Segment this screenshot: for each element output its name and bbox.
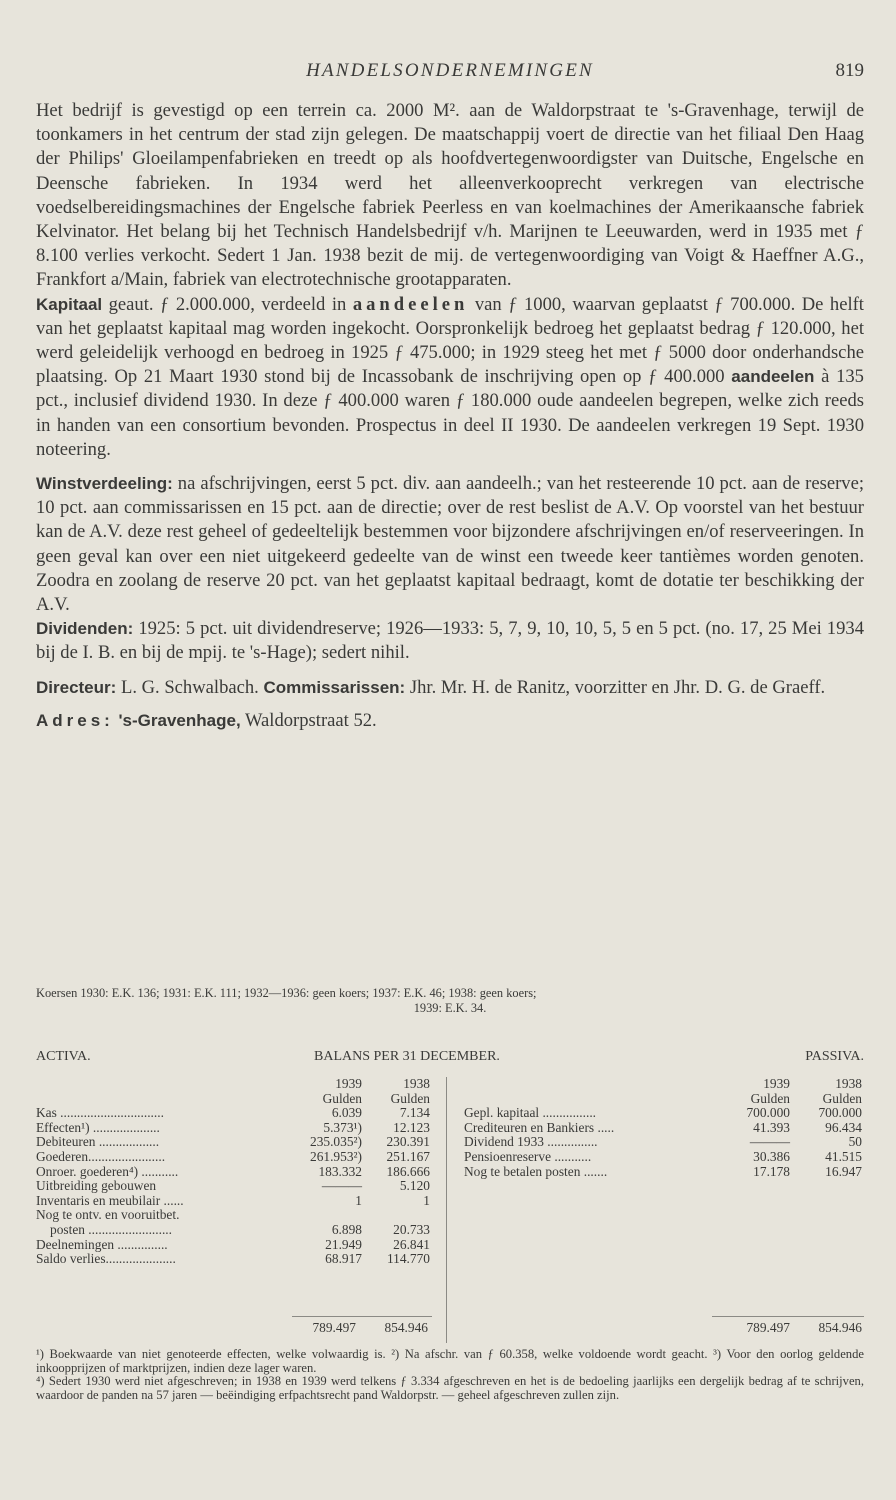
- passiva-item-label: Pensioenreserve ...........: [464, 1149, 592, 1164]
- management-paragraph: [36, 676, 864, 700]
- activa-row: [36, 1238, 430, 1253]
- activa-row: [36, 1194, 430, 1209]
- activa-row: [36, 1135, 430, 1150]
- koersen-line-2: 1939: E.K. 34.: [413, 1000, 487, 1015]
- activa-value-1939: 6.039: [331, 1105, 362, 1121]
- kapitaal-text-b: van ƒ 1000, waarvan geplaatst ƒ 700.000. De helft van het geplaatst kapitaal mag worden ingekocht. Oorspronkelijk bedroeg het geplaatst bedrag ƒ 120.000, het werd geleidelijk verhoogd en bedroeg in 1925 ƒ 475.000; in 1929 steeg het met ƒ 5000 door onderhandsche plaatsing. Op 21 Maart 1930 stond bij de Incassobank de inschrijving open op ƒ 400.000: [36, 293, 864, 388]
- passiva-table: [464, 1077, 864, 1179]
- passiva-total-1938: 854.946: [818, 1320, 862, 1335]
- activa-item-label: Inventaris en meubilair ......: [36, 1193, 184, 1208]
- activa-value-1939: 235.035²): [310, 1134, 362, 1150]
- passiva-row: [464, 1106, 864, 1121]
- activa-value-1938: 5.120: [399, 1178, 430, 1194]
- unit-1938: Gulden: [822, 1090, 862, 1106]
- activa-item-label: Saldo verlies.....................: [36, 1252, 176, 1267]
- unit-1938: Gulden: [390, 1090, 430, 1106]
- activa-total-rule: [292, 1316, 432, 1317]
- activa-table: [36, 1077, 430, 1267]
- kapitaal-label: Kapitaal: [36, 294, 103, 314]
- activa-row: [36, 1223, 430, 1238]
- year-1939: 1939: [763, 1076, 790, 1091]
- passiva-item-label: Crediteuren en Bankiers .....: [464, 1120, 615, 1135]
- passiva-unit-row: [464, 1092, 864, 1107]
- activa-value-1938: 186.666: [386, 1163, 430, 1179]
- unit-1939: Gulden: [322, 1090, 362, 1106]
- year-1939: 1939: [335, 1076, 362, 1091]
- activa-item-label: Goederen.......................: [36, 1149, 166, 1164]
- dividend-text: 1925: 5 pct. uit dividendreserve; 1926—1933: 5, 7, 9, 10, 10, 5, 5 en 5 pct. (no. 17, 25 Mei 1934 bij de I. B. en bij de mpij. te 's-Hage); sedert nihil.: [36, 618, 864, 664]
- koersen-line-1: Koersen 1930: E.K. 136; 1931: E.K. 111; 1932—1936: geen koers; 1937: E.K. 46; 1938: geen koers;: [36, 986, 537, 1000]
- activa-value-1938: 230.391: [386, 1134, 430, 1150]
- activa-label: ACTIVA.: [36, 1049, 91, 1064]
- year-1938: 1938: [835, 1076, 862, 1091]
- page-number: 819: [835, 60, 864, 81]
- winst-paragraph: [36, 472, 864, 617]
- unit-1939: Gulden: [750, 1090, 790, 1106]
- column-divider: [446, 1077, 447, 1343]
- activa-item-label: Uitbreiding gebouwen: [36, 1179, 157, 1194]
- passiva-value-1939: ———: [749, 1134, 790, 1150]
- footnote-4: ⁴) Sedert 1930 werd niet afgeschreven; in 1938 en 1939 werd telkens ƒ 3.334 afgeschreven en het is de bedoeling jaarlijks een dergelijk bedrag af te schrijven, waardoor de panden na 57 jaren — beëindiging erfpachtsrecht pand Waldorpstr. — geheel afgeschreven zullen zijn.: [36, 1374, 864, 1402]
- adres-label: Adres:: [36, 710, 114, 730]
- adres-street: Waldorpstraat 52.: [240, 709, 377, 731]
- activa-item-label: Effecten¹) ....................: [36, 1120, 160, 1135]
- activa-value-1938: 20.733: [393, 1221, 430, 1237]
- activa-value-1939: 68.917: [325, 1251, 362, 1267]
- activa-value-1938: 26.841: [393, 1236, 430, 1252]
- header-title: HANDELSONDERNEMINGEN: [306, 60, 594, 81]
- kapitaal-aandeelen-2: aandeelen: [731, 367, 815, 387]
- activa-value-1939: ———: [321, 1178, 362, 1194]
- activa-value-1939: 183.332: [318, 1163, 362, 1179]
- passiva-value-1938: 41.515: [825, 1148, 862, 1164]
- dividend-paragraph: [36, 617, 864, 665]
- activa-unit-row: [36, 1092, 430, 1107]
- balance-header: [36, 1049, 864, 1067]
- passiva-value-1938: 50: [848, 1134, 862, 1150]
- activa-item-label: posten .........................: [50, 1222, 172, 1237]
- footnote-1-3: ¹) Boekwaarde van niet genoteerde effecten, welke volwaardig is. ²) Na afschr. van ƒ 60.358, welke voldoende wordt geacht. ³) Voor den oorlog geldende inkoopprijzen of marktprijzen, indien deze lager waren.: [36, 1347, 864, 1375]
- intro-paragraph: Het bedrijf is gevestigd op een terrein ca. 2000 M². aan de Waldorpstraat te 's-Gravenhage, terwijl de toonkamers in het centrum der stad zijn gelegen. De maatschappij voert de directie van het filiaal Den Haag der Philips' Gloeilampenfabrieken en treedt op als hoofdvertegenwoordigster van Duitsche, Engelsche en Deensche fabrieken. In 1934 werd het alleenverkooprecht verkregen van electrische voedselbereidingsmachines der Engelsche fabriek Peerless en van koelmachines der Amerikaansche fabriek Kelvinator. Het belang bij het Technisch Handelsbedrijf v/h. Marijnen te Leeuwarden, werd in 1935 met ƒ 8.100 verlies verkocht. Sedert 1 Jan. 1938 bezit de mij. de vertegenwoordiging van Voigt & Haeffner A.G., Frankfort a/Main, fabriek van electrotechnische grootapparaten.: [36, 100, 864, 291]
- activa-value-1939: 5.373¹): [323, 1119, 362, 1135]
- adres-paragraph: [36, 709, 864, 733]
- activa-item-label: Nog te ontv. en vooruitbet.: [36, 1208, 180, 1223]
- running-header: [36, 60, 864, 86]
- activa-year-row: [36, 1077, 430, 1092]
- activa-value-1939: 261.953²): [310, 1148, 362, 1164]
- kapitaal-aandeelen: aandeelen: [352, 293, 469, 315]
- activa-value-1939: 6.898: [331, 1221, 362, 1237]
- footnotes: [36, 1348, 864, 1402]
- activa-value-1938: 12.123: [393, 1119, 430, 1135]
- passiva-value-1938: 700.000: [818, 1105, 862, 1121]
- passiva-value-1939: 700.000: [746, 1105, 790, 1121]
- activa-item-label: Debiteuren ..................: [36, 1135, 160, 1150]
- activa-row: [36, 1252, 430, 1267]
- commissarissen-label: Commissarissen:: [263, 677, 406, 697]
- activa-total-1939: 789.497: [312, 1320, 356, 1335]
- activa-value-1939: 1: [355, 1192, 362, 1208]
- dividend-label: Dividenden:: [36, 619, 134, 639]
- passiva-value-1938: 96.434: [825, 1119, 862, 1135]
- passiva-year-row: [464, 1077, 864, 1092]
- kapitaal-text-a: geaut. ƒ 2.000.000, verdeeld in: [102, 293, 353, 315]
- passiva-value-1939: 41.393: [753, 1119, 790, 1135]
- activa-item-label: Kas ...............................: [36, 1106, 164, 1121]
- adres-city: 's-Gravenhage,: [118, 710, 241, 730]
- winst-label: Winstverdeeling:: [36, 474, 173, 494]
- passiva-row: [464, 1121, 864, 1136]
- passiva-item-label: Nog te betalen posten .......: [464, 1164, 608, 1179]
- passiva-value-1939: 30.386: [753, 1148, 790, 1164]
- winst-text: na afschrijvingen, eerst 5 pct. div. aan aandeelh.; van het resteerende 10 pct. aan de reserve; 10 pct. aan commissarissen en 15 pct. aan de directie; over de rest beslist de A.V. Op voorstel van het bestuur kan de A.V. deze rest geheel of gedeeltelijk bestemmen voor bijzondere afschrijvingen en/of reserveeringen. In geen geval kan over een niet uitgekeerd gedeelte van de winst een tweede keer tantièmes worden genoten. Zoodra en zoolang de reserve 20 pct. van het geplaatst kapitaal bedraagt, komt de dotatie ter beschikking der A.V.: [36, 473, 864, 616]
- year-1938: 1938: [403, 1076, 430, 1091]
- activa-row: [36, 1179, 430, 1194]
- activa-row: [36, 1208, 430, 1223]
- passiva-value-1939: 17.178: [753, 1163, 790, 1179]
- activa-total-1938: 854.946: [384, 1320, 428, 1335]
- commissarissen-text: Jhr. Mr. H. de Ranitz, voorzitter en Jhr. D. G. de Graeff.: [405, 676, 826, 698]
- activa-row: [36, 1121, 430, 1136]
- passiva-value-1938: 16.947: [825, 1163, 862, 1179]
- passiva-row: [464, 1135, 864, 1150]
- activa-value-1939: 21.949: [325, 1236, 362, 1252]
- activa-item-label: Deelnemingen ...............: [36, 1237, 168, 1252]
- activa-value-1938: 251.167: [386, 1148, 430, 1164]
- passiva-item-label: Dividend 1933 ...............: [464, 1135, 598, 1150]
- passiva-row: [464, 1165, 864, 1180]
- passiva-label: PASSIVA.: [805, 1049, 864, 1064]
- passiva-total-rule: [712, 1316, 864, 1317]
- activa-value-1938: 7.134: [399, 1105, 430, 1121]
- koersen-note: [36, 986, 864, 1015]
- balance-title: BALANS PER 31 DECEMBER.: [314, 1049, 500, 1064]
- activa-value-1938: 114.770: [386, 1251, 430, 1267]
- directeur-text: L. G. Schwalbach.: [116, 676, 264, 698]
- passiva-total-1939: 789.497: [746, 1320, 790, 1335]
- directeur-label: Directeur:: [36, 677, 117, 697]
- activa-row: [36, 1150, 430, 1165]
- kapitaal-paragraph: [36, 293, 864, 462]
- activa-row: [36, 1106, 430, 1121]
- activa-item-label: Onroer. goederen⁴) ...........: [36, 1164, 179, 1179]
- body-text: [36, 99, 864, 733]
- passiva-row: [464, 1150, 864, 1165]
- activa-row: [36, 1165, 430, 1180]
- passiva-item-label: Gepl. kapitaal ................: [464, 1106, 597, 1121]
- kapitaal-text-c: à 135 pct., inclusief dividend 1930. In deze ƒ 400.000 waren ƒ 180.000 oude aandeelen begrepen, welke zich reeds in handen van een consortium bevonden. Prospectus in deel II 1930. De aandeelen verkregen 19 Sept. 1930 noteering.: [36, 366, 864, 460]
- activa-value-1938: 1: [423, 1192, 430, 1208]
